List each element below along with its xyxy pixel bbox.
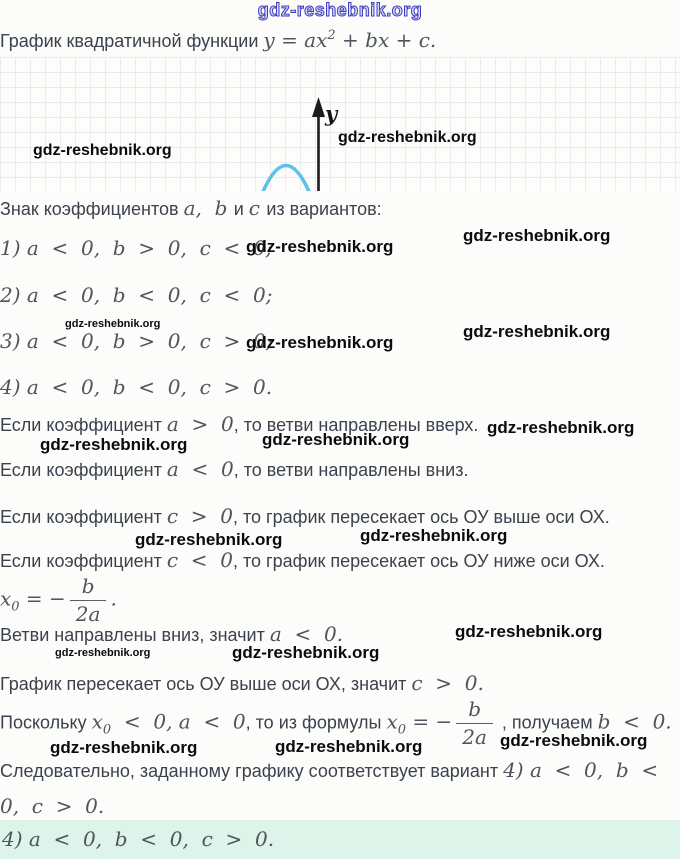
text-segment: . (110, 586, 117, 611)
watermark: gdz-reshebnik.org (33, 142, 172, 159)
watermark: gdz-reshebnik.org (463, 226, 611, 245)
text-segment: a, b (183, 196, 234, 220)
y-axis-label: y (325, 101, 338, 126)
text-segment: , то ветви направлены вверх. (233, 415, 479, 435)
watermark: gdz-reshebnik.org (338, 129, 477, 146)
text-segment: y = ax (263, 28, 328, 52)
watermark: gdz-reshebnik.org (246, 333, 394, 352)
fraction-denominator: 2a (462, 725, 487, 749)
text-segment: a > 0 (166, 412, 234, 436)
text-segment: 4) a < 0, b < (503, 758, 659, 782)
watermark: gdz-reshebnik.org (500, 731, 648, 750)
text-segment: Если коэффициент (0, 415, 167, 435)
text-segment: c < 0 (166, 548, 233, 572)
text-segment: Если коэффициент (0, 460, 167, 480)
watermark: gdz-reshebnik.org (455, 622, 603, 641)
watermark: gdz-reshebnik.org (246, 237, 394, 256)
text-segment: 3) a < 0, b > 0, c > 0; (0, 329, 273, 353)
text-segment: Если коэффициент (0, 507, 167, 527)
text-segment: , получаем (496, 712, 598, 733)
watermark: gdz-reshebnik.org (487, 418, 635, 437)
text-segment: = − (406, 709, 453, 734)
graph-area (0, 57, 680, 191)
watermark: gdz-reshebnik.org (65, 318, 161, 330)
watermark: gdz-reshebnik.org (50, 738, 198, 757)
text-segment: , то график пересекает ось ОУ ниже оси ОХ. (233, 551, 605, 571)
watermark: gdz-reshebnik.org (135, 530, 283, 549)
rule-a-negative (0, 457, 468, 482)
text-segment: , то график пересекает ось ОУ выше оси ОХ. (233, 507, 610, 527)
text-segment: 0 (102, 722, 112, 738)
problem-title (0, 28, 436, 53)
text-segment: = − (19, 586, 66, 611)
text-segment: x (0, 586, 12, 611)
fraction-numerator: b (70, 574, 107, 601)
conclusion-c (0, 671, 484, 696)
text-segment: c > 0. (411, 671, 484, 695)
text-segment: Если коэффициент (0, 551, 167, 571)
coefficient-signs-intro (0, 196, 382, 221)
text-segment: a < 0. (269, 622, 344, 646)
answer-line (0, 820, 680, 859)
text-segment: 2) a < 0, b < 0, c < 0; (0, 283, 273, 307)
final-statement-part2 (0, 794, 104, 819)
option-4 (0, 375, 272, 400)
text-segment: a < 0 (166, 457, 234, 481)
vertex-formula (0, 574, 117, 627)
text-segment: x (91, 709, 103, 734)
text-segment: из вариантов: (266, 199, 382, 219)
fraction-denominator: 2a (75, 602, 101, 626)
plot-svg (0, 57, 680, 191)
watermark: gdz-reshebnik.org (40, 435, 188, 454)
option-3 (0, 329, 272, 354)
text-segment: + bx + c. (335, 28, 437, 52)
text-segment: < 0, a < 0 (111, 709, 246, 734)
text-segment: c (248, 196, 267, 220)
parabola-curve (262, 166, 310, 192)
watermark: gdz-reshebnik.org (262, 430, 410, 449)
text-segment: 0 (11, 599, 20, 615)
option-2 (0, 283, 272, 308)
text-segment: Ветви направлены вниз, значит (0, 625, 270, 645)
watermark: gdz-reshebnik.org (55, 647, 151, 659)
text-segment: 4) a < 0, b < 0, c > 0. (0, 375, 273, 399)
text-segment: Знак коэффициентов (0, 199, 184, 219)
text-segment: 0 (397, 722, 407, 738)
watermark-top: gdz-reshebnik.org (257, 0, 423, 20)
text-segment: , то ветви направлены вниз. (233, 460, 469, 480)
y-axis-arrowhead (312, 97, 325, 117)
final-statement-part1 (0, 758, 658, 783)
watermark: gdz-reshebnik.org (232, 643, 380, 662)
text-segment: c > 0 (166, 504, 233, 528)
fraction (456, 697, 493, 750)
fraction (70, 574, 107, 627)
text-segment: Следовательно, заданному графику соответствует вариант (0, 761, 504, 781)
text-segment: и (233, 199, 249, 219)
watermark: gdz-reshebnik.org (275, 737, 423, 756)
watermark: gdz-reshebnik.org (360, 526, 508, 545)
text-segment: График пересекает ось ОУ выше оси ОХ, значит (0, 674, 412, 694)
text-segment: 2 (327, 28, 336, 43)
text-segment: x (386, 709, 398, 734)
rule-c-negative (0, 548, 605, 573)
fraction-numerator: b (456, 697, 493, 724)
text-segment: 0, c > 0. (0, 794, 105, 818)
watermark: gdz-reshebnik.org (463, 322, 611, 341)
text-segment: Поскольку (0, 712, 92, 733)
option-1 (0, 236, 272, 261)
text-segment: b < 0. (597, 709, 672, 734)
text-segment: График квадратичной функции (0, 31, 264, 51)
rule-c-positive (0, 504, 610, 529)
text-segment: 4) a < 0, b < 0, c > 0. (2, 827, 275, 851)
text-segment: , то из формулы (245, 712, 387, 733)
text-segment: 1) a < 0, b > 0, c < 0; (0, 236, 273, 260)
